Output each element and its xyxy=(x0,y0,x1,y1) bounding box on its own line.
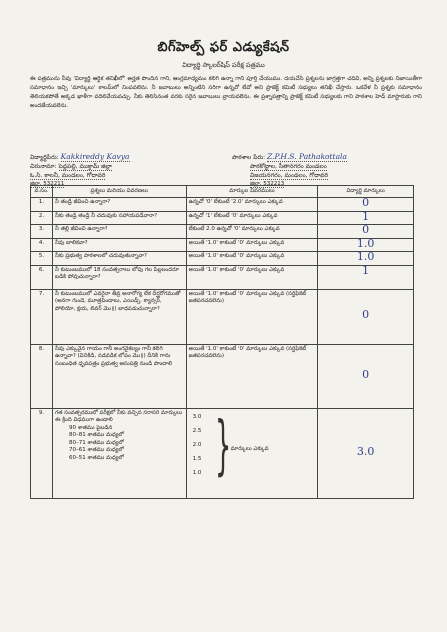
row-question: నీవు బాలికవా? xyxy=(52,238,186,252)
row-question: నీ కుటుంబములో ఎవరైనా తీవ్ర అనారోగ్య లేక దీర్ఘరోగముతో (అనగా గుండె, మూత్రపిండాలు, ఎయిడ్స్, క్యాన్సర్, పోలియో, క్షయ, లివర్ మొ॥) బాధపడుచున్నారా? xyxy=(52,289,186,344)
table-row xyxy=(31,265,414,289)
header-serial: వ.సం. xyxy=(31,186,53,198)
table-row xyxy=(31,408,414,498)
student-score: 3.0 xyxy=(356,444,375,458)
grade-band-2: 80–81 శాతము మధ్యలో xyxy=(68,432,124,438)
school-address-row-2 xyxy=(250,172,328,180)
row-number: 6. xyxy=(31,265,53,289)
table-header-row xyxy=(31,186,414,198)
table-row xyxy=(31,289,414,344)
row-question-intro: గత సంవత్సరములో పరీక్షలో నీకు వచ్చిన సరాసరి మార్కులు ఈ క్రింది విధముగా ఉండాలి xyxy=(54,409,183,423)
marks-value-4: 1.5 xyxy=(192,455,202,462)
row-question: నీవు ఎక్కువైన గాయం గానీ అంగవైకల్యం గానీ కలిగి ఉన్నావా? (వినికిడి, నడవడిక లోపం మొ॥) దీనికి గాను సంబంధిత ధృవపత్రం ప్రభుత్వ ఆసుపత్రి నుండి పొందాలి xyxy=(52,344,186,408)
table-row xyxy=(31,198,414,212)
school-address-line-2: విజయనగరం, మండలం, గోదావరి xyxy=(250,172,329,179)
marks-scale xyxy=(189,410,316,492)
instructions-paragraph: ఈ పత్రమును నీవు 'విద్యార్థి ఆర్థిక తనిఖీలో' అర్హత పొందిన గాని, ఆంగ్లమాధ్యమం కలిగి ఉన్నా గాని పూర్తి చేయుము. దయచేసి ప్రశ్నలను జాగ్రత్తగా చదివి, అన్ని ప్రశ్నలకు నిజాయితీగా సమాధానం ఇచ్చి 'మార్కులు' కాలమ్‌లో నింపవలెను. నీ జవాబులు అన్నింటిని సరిగా ఉన్నవో లేవో అని ప్రాజెక్ట్ కమిటీ సభ్యులు తనిఖీ చేస్తారు. ఒకవేళ నీ ప్రశ్నకు సమాధానం తెలియకపోతే అక్కడ ఖాళీగా వదిలివేయవచ్చు. నీకు తెలిసినంత వరకు సరైన జవాబులు వ్రాయవలెను. ఈ ప్రశ్నాపత్రాన్ని ప్రాజెక్ట్ కమిటీ సభ్యులకు గాని పాఠశాల హెడ్ మాస్టారుకు గాని అందజేయవలెను. xyxy=(30,76,422,109)
address-line-1: పెద్దపల్లి, ముక్తామ్ జిల్లా xyxy=(58,163,112,170)
school-address-line-1: పాఠకోట్టాల, సీతానగరం మండలం xyxy=(250,163,327,170)
student-score: 1.0 xyxy=(356,250,375,263)
row-marks-rule: అయితే '1.0' కాకుంటే '0' మార్కులు ఎక్కువ (సర్టిఫికెట్ జతపరచవలెను) xyxy=(186,289,318,344)
school-name-value: Z.P.H.S. Pathakottala xyxy=(267,152,347,161)
student-address-row: చిరునామా: పెద్దపల్లి, ముక్తామ్ జిల్లా xyxy=(30,163,112,170)
questions-table xyxy=(30,185,414,499)
student-score: 1 xyxy=(362,209,370,223)
address-line-3: జిల్లా, 532211 xyxy=(30,181,65,187)
student-score-cell[interactable] xyxy=(318,198,414,212)
marks-value-3: 2.0 xyxy=(192,441,202,448)
table-row xyxy=(31,252,414,266)
row-question: నీ తల్లి జీవించి ఉన్నారా? xyxy=(52,225,186,239)
row-marks-rule: అయితే '1.0' కాకుంటే '0' మార్కులు ఎక్కువ (సర్టిఫికెట్ జతపరచవలెను) xyxy=(186,344,318,408)
row-marks-rule: అయితే '1.0' కాకుంటే '0' మార్కులు ఎక్కువ xyxy=(186,265,318,289)
table-row xyxy=(31,225,414,239)
row-number: 9. xyxy=(31,408,53,498)
student-score: 0 xyxy=(362,367,370,381)
student-name-row: విద్యార్థిపేరు: Kakkireddy Kavya xyxy=(30,152,130,161)
row-question: నీకు ప్రభుత్వ పాఠశాలలో చదువుతున్నావా? xyxy=(52,252,186,266)
student-score-cell[interactable] xyxy=(318,252,414,266)
student-score-cell[interactable] xyxy=(318,265,414,289)
table-row xyxy=(31,211,414,225)
header-marks: మార్కుల వివరములు xyxy=(186,186,318,198)
row-marks-rule xyxy=(186,408,318,498)
row-marks-rule: ఉన్నచో '1' లేకుంటే '0' మార్కులు ఎక్కువ xyxy=(186,211,318,225)
marks-value-1: 3.0 xyxy=(192,413,202,420)
row-marks-rule: అయితే '1.0' కాకుంటే '0' మార్కులు ఎక్కువ xyxy=(186,252,318,266)
student-score-cell[interactable] xyxy=(318,408,414,498)
student-score-cell[interactable] xyxy=(318,344,414,408)
brace-icon: } xyxy=(214,408,231,483)
school-name-label: పాఠశాల పేరు xyxy=(232,154,264,161)
grade-band-5: 60–51 శాతము మధ్యలో xyxy=(68,454,124,461)
row-number: 7. xyxy=(31,289,53,344)
student-score: 0 xyxy=(362,196,370,209)
form-title: బిగ్‌హెల్ప్ ఫర్ ఎడ్యుకేషన్ xyxy=(157,40,290,55)
row-question xyxy=(52,408,186,498)
table-row xyxy=(31,344,414,408)
row-question: నీ కుటుంబములో 18 సంవత్సరాలు లోపు గల పిల్లలందరూ బడికి పోవుచున్నారా? xyxy=(52,265,186,289)
school-address-row xyxy=(250,163,327,171)
student-name-value: Kakkireddy Kavya xyxy=(60,152,130,161)
header-student-marks: విద్యార్థి మార్కులు xyxy=(318,186,414,198)
grade-band-3: 80–71 శాతము మధ్యలో xyxy=(68,439,124,446)
header-question: ప్రశ్నలు మరియు వివరణలు xyxy=(52,186,186,198)
student-score: 0 xyxy=(362,223,370,236)
school-address-line-3: జిల్లా, 532213 xyxy=(250,181,285,187)
student-score-cell[interactable] xyxy=(318,289,414,344)
row-marks-rule: లేకుంటే 2.0 ఉన్నచో '0' మార్కులు ఎక్కువ xyxy=(186,225,318,239)
student-name-label: విద్యార్థిపేరు xyxy=(30,154,57,161)
row-number: 8. xyxy=(31,344,53,408)
row-number: 2. xyxy=(31,211,53,225)
address-label: చిరునామా xyxy=(30,163,55,170)
student-address-row-2 xyxy=(30,172,105,180)
address-line-2: ఓ.సి. కాలనీ, మండలం, గోదావరి xyxy=(30,172,106,179)
form-subtitle: విద్యార్థి స్కాలర్‌షిప్ పరీక్ష పత్రము xyxy=(182,61,265,69)
grade-band-4: 70–61 శాతము మధ్యలో xyxy=(68,447,124,453)
marks-value-5: 1.0 xyxy=(192,469,202,476)
school-name-row: పాఠశాల పేరు: Z.P.H.S. Pathakottala xyxy=(232,152,347,161)
row-number: 3. xyxy=(31,225,53,239)
student-score: 1 xyxy=(362,263,370,277)
row-number: 1. xyxy=(31,198,53,212)
row-number: 4. xyxy=(31,238,53,252)
student-score-cell[interactable] xyxy=(318,225,414,239)
row-marks-rule: ఉన్నచో '0' లేకుంటే '2.0' మార్కులు ఎక్కువ xyxy=(186,198,318,212)
marks-value-2: 2.5 xyxy=(192,427,202,434)
student-score: 0 xyxy=(362,308,370,322)
student-score: 1.0 xyxy=(356,236,375,250)
grade-band-1: 90 శాతము పైబడిన xyxy=(68,424,113,431)
row-number: 5. xyxy=(31,252,53,266)
row-marks-rule: అయితే '1.0' కాకుంటే '0' మార్కులు ఎక్కువ xyxy=(186,238,318,252)
row-question: నీ తండ్రి జీవించి ఉన్నారా? xyxy=(52,198,186,212)
marks-scale-label: మార్కులు ఎక్కువ xyxy=(230,445,269,452)
row-question: నీకు తండ్రి తండ్రి నీ చదువుకు సహాయపడేవారా? xyxy=(52,211,186,225)
